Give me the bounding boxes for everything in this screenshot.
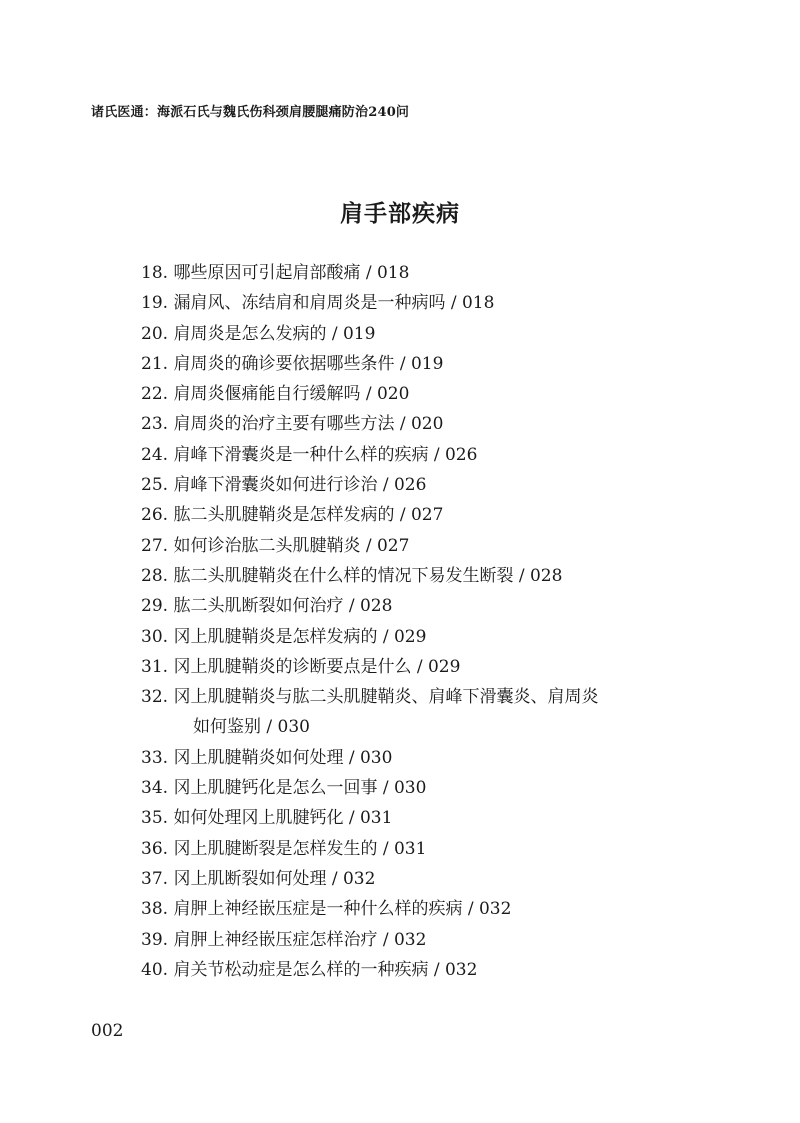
- page-number: 002: [91, 1021, 124, 1041]
- toc-entry[interactable]: [141, 288, 701, 318]
- toc-entry-text: 36. 冈上肌腱断裂是怎样发生的 / 031: [141, 838, 427, 859]
- toc-entry-text: 24. 肩峰下滑囊炎是一种什么样的疾病 / 026: [141, 444, 478, 465]
- toc-entry[interactable]: [141, 955, 701, 985]
- toc-entry-text: 35. 如何处理冈上肌腱钙化 / 031: [141, 808, 393, 829]
- toc-entry-text: 34. 冈上肌腱钙化是怎么一回事 / 030: [141, 778, 427, 799]
- toc-entry-text: 28. 肱二头肌腱鞘炎在什么样的情况下易发生断裂 / 028: [141, 565, 563, 586]
- toc-entry[interactable]: [141, 652, 701, 682]
- toc-entry[interactable]: [141, 803, 701, 833]
- toc-entry[interactable]: [141, 379, 701, 409]
- toc-entry[interactable]: [141, 682, 701, 743]
- toc-entry[interactable]: [141, 258, 701, 288]
- toc-entry-text: 25. 肩峰下滑囊炎如何进行诊治 / 026: [141, 475, 427, 496]
- toc-entry-text: 38. 肩胛上神经嵌压症是一种什么样的疾病 / 032: [141, 899, 512, 920]
- toc-entry[interactable]: [141, 591, 701, 621]
- toc-entry[interactable]: [141, 349, 701, 379]
- toc-entry-text: 18. 哪些原因可引起肩部酸痛 / 018: [141, 263, 410, 283]
- toc-entry-text: 21. 肩周炎的确诊要依据哪些条件 / 019: [141, 353, 444, 374]
- toc-entry-text: 37. 冈上肌断裂如何处理 / 032: [141, 868, 376, 889]
- toc-entry-continuation: 如何鉴别 / 030: [193, 717, 310, 738]
- toc-entry-text: 23. 肩周炎的治疗主要有哪些方法 / 020: [141, 414, 444, 435]
- toc-entry[interactable]: [141, 470, 701, 500]
- toc-entry-text: 27. 如何诊治肱二头肌腱鞘炎 / 027: [141, 535, 410, 556]
- running-head: 诸氏医通：海派石氏与魏氏伤科颈肩腰腿痛防治240问: [91, 105, 410, 120]
- toc-entry[interactable]: [141, 531, 701, 561]
- toc-entry[interactable]: [141, 409, 701, 439]
- toc-entry[interactable]: [141, 500, 701, 530]
- toc-entry-text: 19. 漏肩风、冻结肩和肩周炎是一种病吗 / 018: [141, 293, 495, 314]
- toc-entry[interactable]: [141, 561, 701, 591]
- toc-entry[interactable]: [141, 743, 701, 773]
- toc-entry[interactable]: [141, 319, 701, 349]
- toc-entry-text: 22. 肩周炎偃痛能自行缓解吗 / 020: [141, 384, 410, 405]
- toc-entry[interactable]: [141, 622, 701, 652]
- toc-entry-text: 29. 肱二头肌断裂如何治疗 / 028: [141, 596, 393, 617]
- toc-entry-text: 30. 冈上肌腱鞘炎是怎样发病的 / 029: [141, 626, 427, 647]
- toc-entry-text: 39. 肩胛上神经嵌压症怎样治疗 / 032: [141, 929, 427, 950]
- toc-entry[interactable]: [141, 894, 701, 924]
- table-of-contents: [141, 258, 701, 985]
- toc-entry-text: 20. 肩周炎是怎么发病的 / 019: [141, 323, 376, 344]
- toc-entry[interactable]: [141, 925, 701, 955]
- toc-entry[interactable]: [141, 864, 701, 894]
- toc-entry-text: 31. 冈上肌腱鞘炎的诊断要点是什么 / 029: [141, 656, 461, 677]
- toc-entry-text: 33. 冈上肌腱鞘炎如何处理 / 030: [141, 747, 393, 768]
- toc-entry[interactable]: [141, 834, 701, 864]
- toc-entry[interactable]: [141, 440, 701, 470]
- toc-entry-text: 40. 肩关节松动症是怎么样的一种疾病 / 032: [141, 959, 478, 980]
- toc-entry-text: 26. 肱二头肌腱鞘炎是怎样发病的 / 027: [141, 505, 444, 526]
- toc-entry[interactable]: [141, 773, 701, 803]
- section-title: 肩手部疾病: [340, 201, 460, 227]
- toc-entry-text: 32. 冈上肌腱鞘炎与肱二头肌腱鞘炎、肩峰下滑囊炎、肩周炎: [141, 687, 599, 708]
